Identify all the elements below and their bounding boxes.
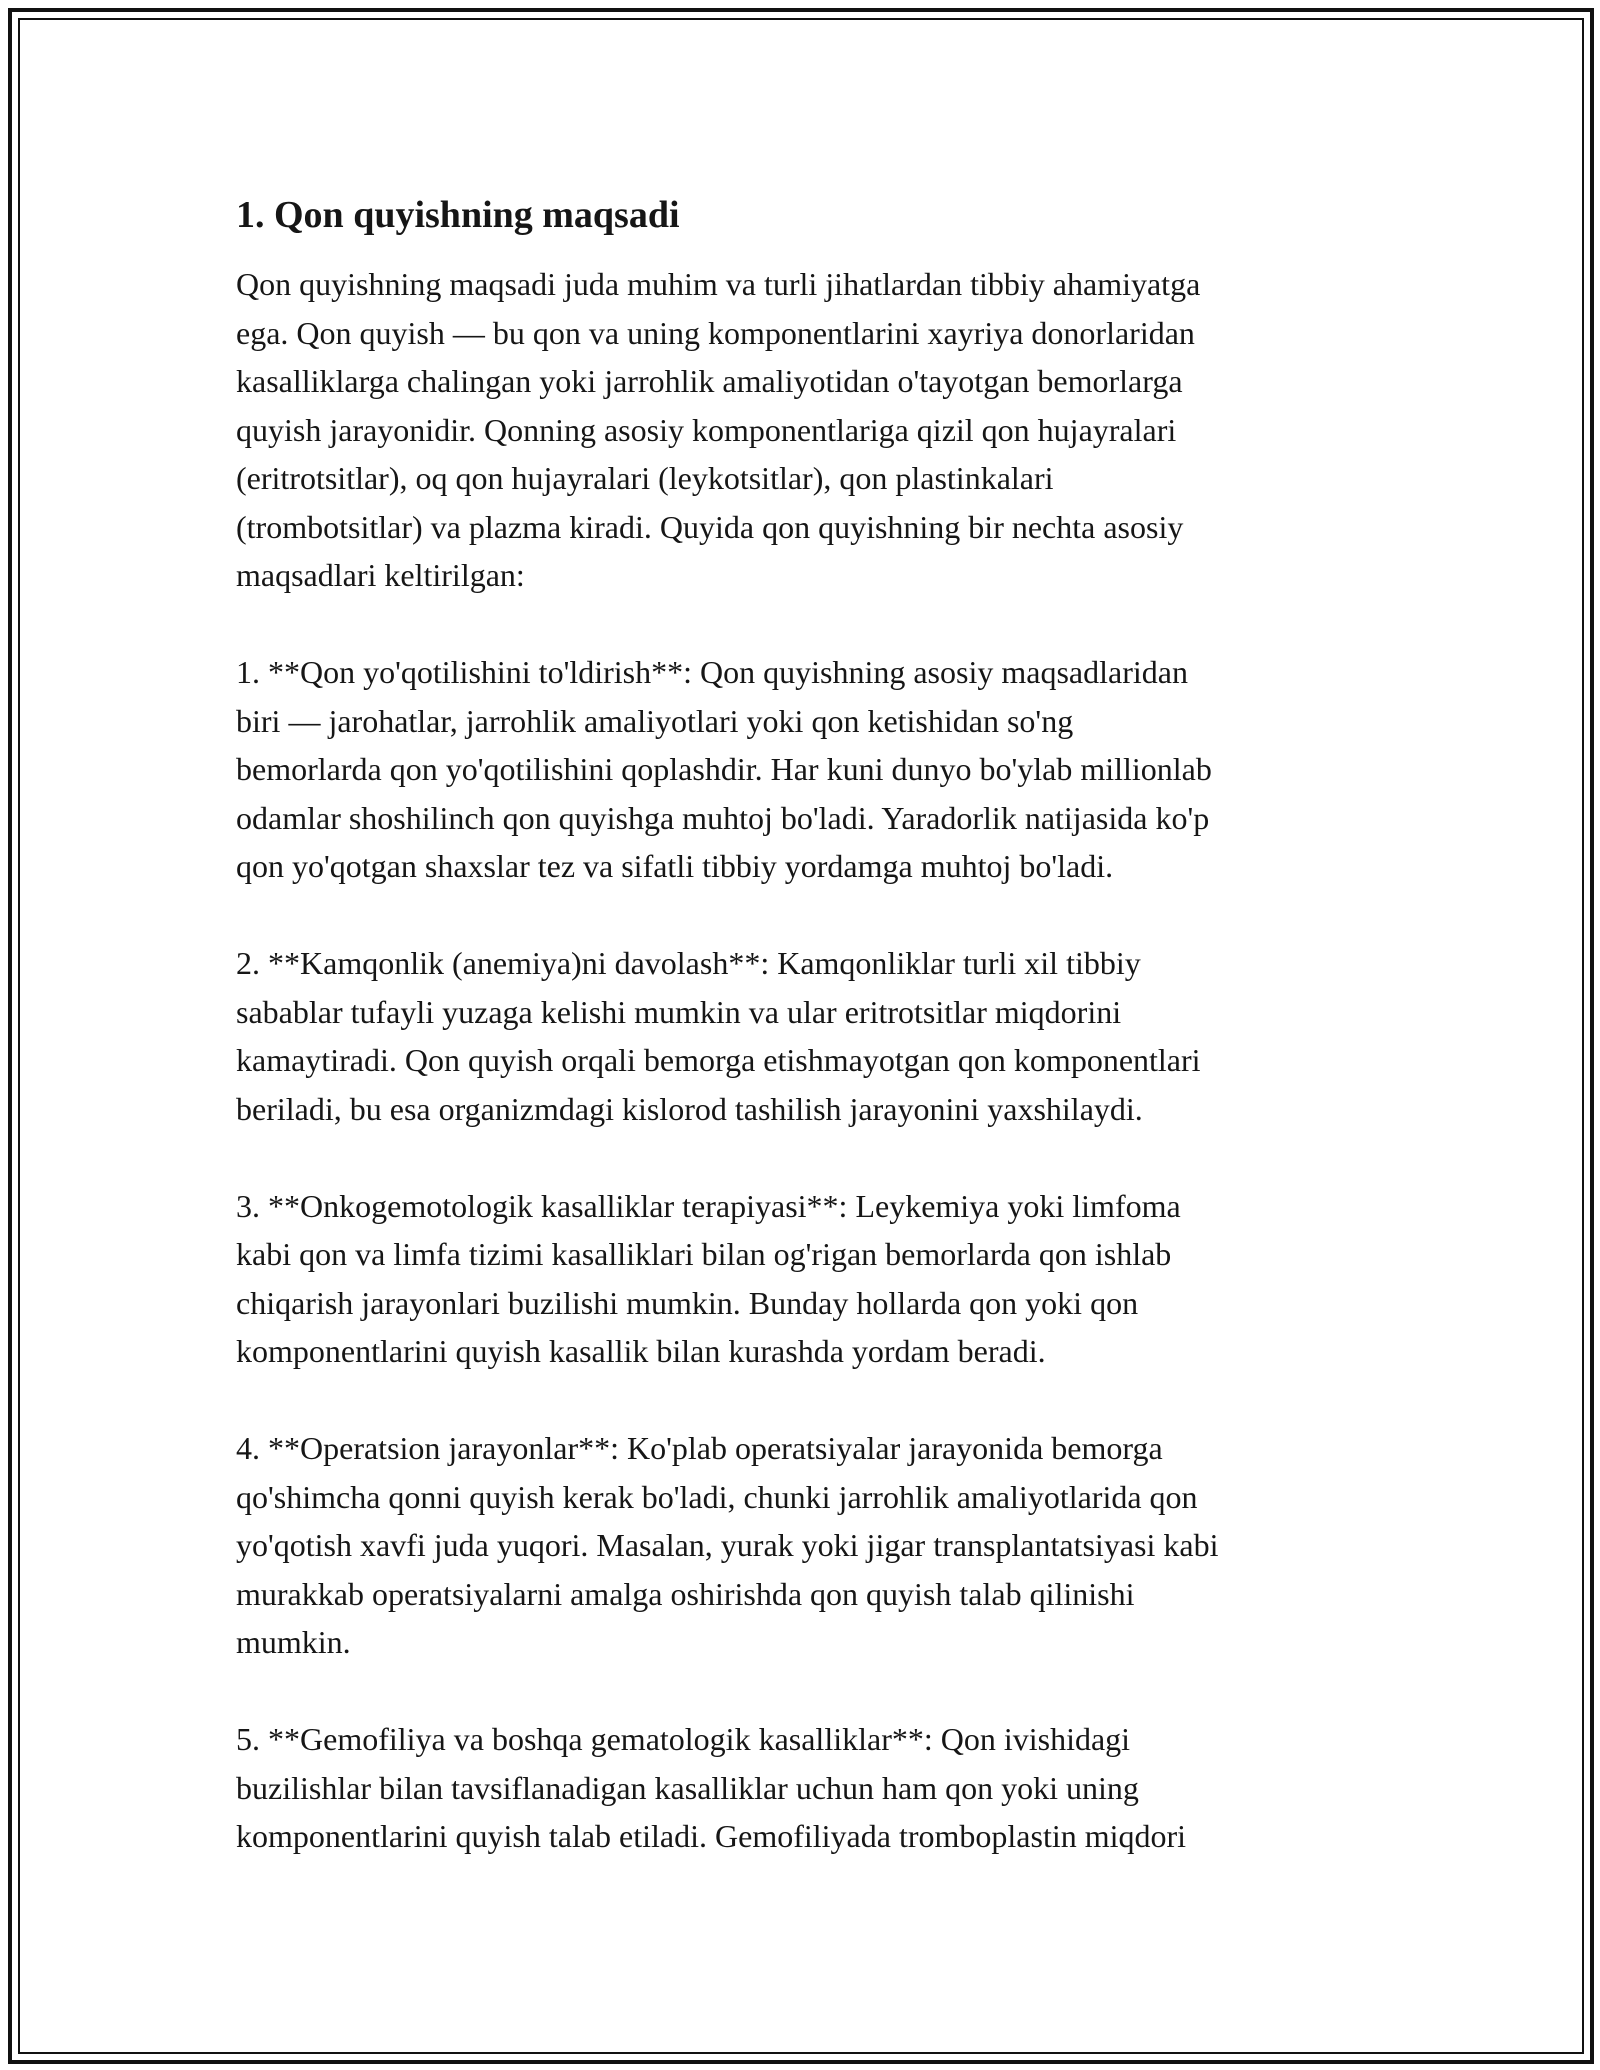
intro-paragraph: Qon quyishning maqsadi juda muhim va turli jihatlardan tibbiy ahamiyatga ega. Qon quyish — bu qon va uning komponentlarini xayriya donorlaridan kasalliklarga chalingan yoki jarrohlik amaliyotidan o'tayotgan bemorlarga quyish jarayonidir. Qonning asosiy komponentlariga qizil qon hujayralari (eritrotsitlar), oq qon hujayralari (leykotsitlar), qon plastinkalari (trombotsitlar) va plazma kiradi. Quyida qon quyishning bir nechta asosiy maqsadlari keltirilgan: (236, 266, 1201, 593)
document-title: 1. Qon quyishning maqsadi (236, 194, 680, 236)
list-item-4: 4. **Operatsion jarayonlar**: Ko'plab operatsiyalar jarayonida bemorga qo'shimcha qonni quyish kerak bo'ladi, chunki jarrohlik amaliyotlarida qon yo'qotish xavfi juda yuqori. Masalan, yurak yoki jigar transplantatsiyasi kabi murakkab operatsiyalarni amalga oshirishda qon quyish talab qilinishi mumkin. (236, 1430, 1219, 1660)
list-item-1: 1. **Qon yo'qotilishini to'ldirish**: Qon quyishning asosiy maqsadlaridan biri — jarohatlar, jarrohlik amaliyotlari yoki qon ketishidan so'ng bemorlarda qon yo'qotilishini qoplashdir. Har kuni dunyo bo'ylab millionlab odamlar shoshilinch qon quyishga muhtoj bo'ladi. Yaradorlik natijasida ko'p qon yo'qotgan shaxslar tez va sifatli tibbiy yordamga muhtoj bo'ladi. (236, 654, 1212, 884)
list-item-5: 5. **Gemofiliya va boshqa gematologik kasalliklar**: Qon ivishidagi buzilishlar bilan tavsiflanadigan kasalliklar uchun ham qon yoki uning komponentlarini quyish talab etiladi. Gemofiliyada tromboplastin miqdori (236, 1721, 1187, 1854)
list-item-2: 2. **Kamqonlik (anemiya)ni davolash**: Kamqonliklar turli xil tibbiy sabablar tufayli yuzaga kelishi mumkin va ular eritrotsitlar miqdorini kamaytiradi. Qon quyish orqali bemorga etishmayotgan qon komponentlari beriladi, bu esa organizmdagi kislorod tashilish jarayonini yaxshilaydi. (236, 945, 1201, 1127)
list-item-3: 3. **Onkogemotologik kasalliklar terapiyasi**: Leykemiya yoki limfoma kabi qon va limfa tizimi kasalliklari bilan og'rigan bemorlarda qon ishlab chiqarish jarayonlari buzilishi mumkin. Bunday hollarda qon yoki qon komponentlarini quyish kasallik bilan kurashda yordam beradi. (236, 1187, 1181, 1369)
document-body (236, 190, 1366, 1909)
